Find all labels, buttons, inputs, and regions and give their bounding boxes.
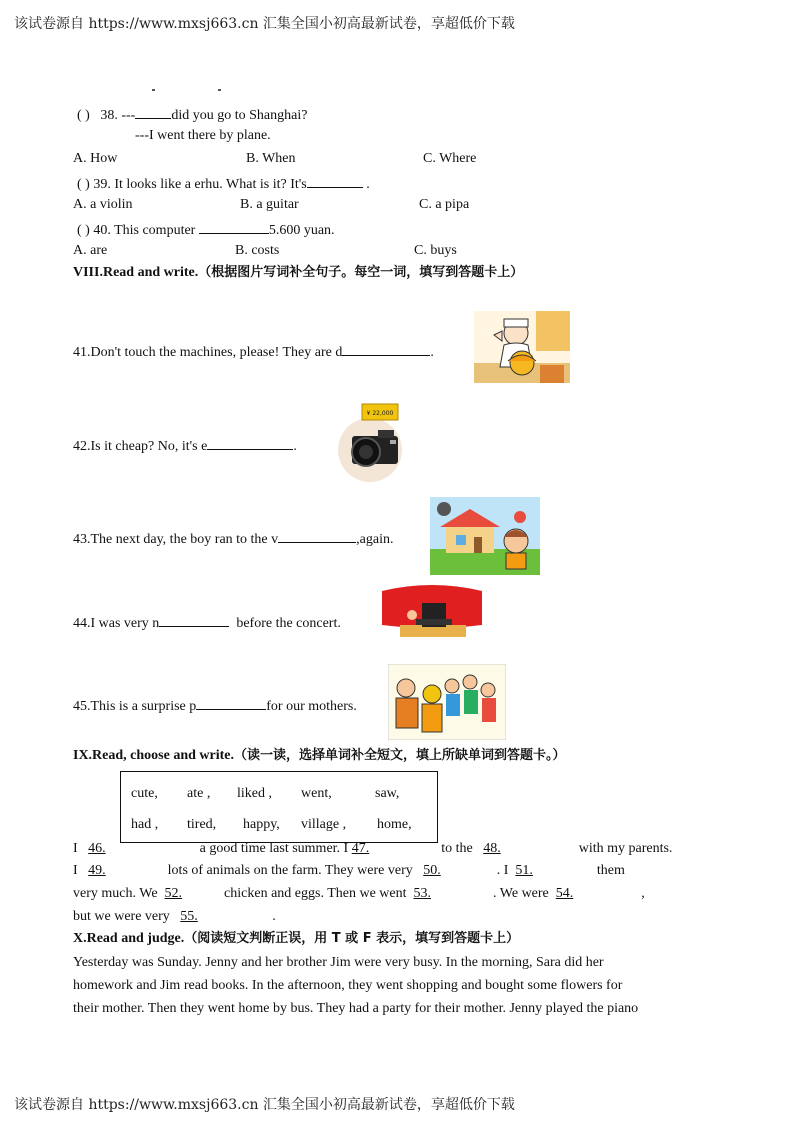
q39-option-a: A. a violin bbox=[73, 197, 133, 212]
answer-paren: ( ) bbox=[77, 108, 90, 123]
reading-paragraph-line-2: homework and Jim read books. In the afternoon, they went shopping and bought some flowers for bbox=[73, 978, 623, 993]
q38-option-c: C. Where bbox=[423, 151, 477, 166]
blank-48: 48. bbox=[483, 841, 501, 856]
word-bank-item: saw, bbox=[375, 786, 400, 801]
passage-line-4: but we were very 55. . bbox=[73, 909, 276, 924]
section-8-heading: VIII.Read and write.（根据图片写词补全句子。每空一词，填写到答题卡上） bbox=[73, 265, 524, 280]
blank-53: 53. bbox=[413, 886, 432, 901]
answer-blank bbox=[135, 104, 171, 119]
word-bank-item: happy, bbox=[243, 817, 280, 832]
family-surprise-picture bbox=[388, 664, 506, 740]
q41-sentence: 41.Don't touch the machines, please! They are d . bbox=[73, 341, 434, 362]
blank-50: 50. bbox=[423, 863, 441, 878]
passage-line-1: I 46. a good time last summer. I 47. to the 48. with my parents. bbox=[73, 841, 673, 856]
q40-option-a: A. are bbox=[73, 243, 108, 258]
q40-option-b: B. costs bbox=[235, 243, 280, 258]
word-bank-item: village , bbox=[301, 817, 347, 832]
answer-paren: ( ) bbox=[77, 177, 90, 192]
page-header: 该试卷源自 https://www.mxsj663.cn 汇集全国小初高最新试卷，享超低价下载 bbox=[14, 16, 515, 32]
q39-option-c: C. a pipa bbox=[419, 197, 470, 212]
word-bank-box bbox=[120, 771, 438, 843]
page-footer: 该试卷源自 https://www.mxsj663.cn 汇集全国小初高最新试卷，享超低价下载 bbox=[14, 1097, 515, 1113]
q38-answer-line: ---I went there by plane. bbox=[135, 128, 271, 143]
q39-option-b: B. a guitar bbox=[240, 197, 299, 212]
answer-blank bbox=[159, 612, 229, 627]
answer-blank bbox=[199, 219, 269, 234]
blank-54: 54. bbox=[555, 886, 574, 901]
blank-47: 47. bbox=[351, 841, 370, 856]
blank-49: 49. bbox=[88, 863, 106, 878]
scan-mark bbox=[218, 89, 221, 91]
q44-sentence: 44.I was very n before the concert. bbox=[73, 612, 341, 633]
passage-line-3: very much. We 52. chicken and eggs. Then we went 53. . We were 54. , bbox=[73, 886, 645, 901]
word-bank-item: cute, bbox=[131, 786, 158, 801]
word-bank-item: ate , bbox=[187, 786, 211, 801]
blank-52: 52. bbox=[164, 886, 183, 901]
scan-mark bbox=[152, 89, 155, 91]
answer-blank bbox=[278, 528, 356, 543]
word-bank-item: liked , bbox=[237, 786, 272, 801]
q38-option-a: A. How bbox=[73, 151, 118, 166]
answer-blank bbox=[342, 341, 430, 356]
word-bank-item: tired, bbox=[187, 817, 217, 832]
word-bank-item: had , bbox=[131, 817, 159, 832]
blank-51: 51. bbox=[515, 863, 533, 878]
q40-option-c: C. buys bbox=[414, 243, 457, 258]
reading-paragraph-line-1: Yesterday was Sunday. Jenny and her brother Jim were very busy. In the morning, Sara did her bbox=[73, 955, 604, 970]
q45-sentence: 45.This is a surprise p for our mothers. bbox=[73, 695, 357, 716]
q40-stem: ( ) 40. This computer 5.600 yuan. bbox=[77, 219, 335, 240]
word-bank-item: went, bbox=[301, 786, 332, 801]
q39-stem: ( ) 39. It looks like a erhu. What is it? It's . bbox=[77, 173, 370, 194]
concert-piano-picture bbox=[382, 585, 482, 645]
answer-blank bbox=[207, 435, 293, 450]
q38-stem: ( ) 38. --- did you go to Shanghai? bbox=[77, 104, 307, 125]
answer-paren: ( ) bbox=[77, 223, 90, 238]
q43-sentence: 43.The next day, the boy ran to the v ,again. bbox=[73, 528, 393, 549]
q42-sentence: 42.Is it cheap? No, it's e . bbox=[73, 435, 297, 456]
answer-blank bbox=[307, 173, 363, 188]
section-9-heading: IX.Read, choose and write.（读一读，选择单词补全短文，填上所缺单词到答题卡。） bbox=[73, 748, 566, 763]
village-boy-picture bbox=[430, 497, 540, 575]
section-10-heading: X.Read and judge.（阅读短文判断正误，用 T 或 F 表示，填写到答题卡上） bbox=[73, 931, 520, 946]
word-bank-item: home, bbox=[377, 817, 412, 832]
blank-46: 46. bbox=[88, 841, 106, 856]
factory-worker-picture bbox=[474, 311, 570, 383]
q38-option-b: B. When bbox=[246, 151, 296, 166]
reading-paragraph-line-3: their mother. Then they went home by bus. They had a party for their mother. Jenny played the piano bbox=[73, 1001, 639, 1016]
passage-line-2: I 49. lots of animals on the farm. They were very 50. . I 51. them bbox=[73, 863, 625, 878]
price-tag-text: ¥ 22,000 bbox=[366, 410, 394, 417]
camera-picture bbox=[328, 400, 412, 484]
answer-blank bbox=[196, 695, 266, 710]
blank-55: 55. bbox=[180, 909, 198, 924]
